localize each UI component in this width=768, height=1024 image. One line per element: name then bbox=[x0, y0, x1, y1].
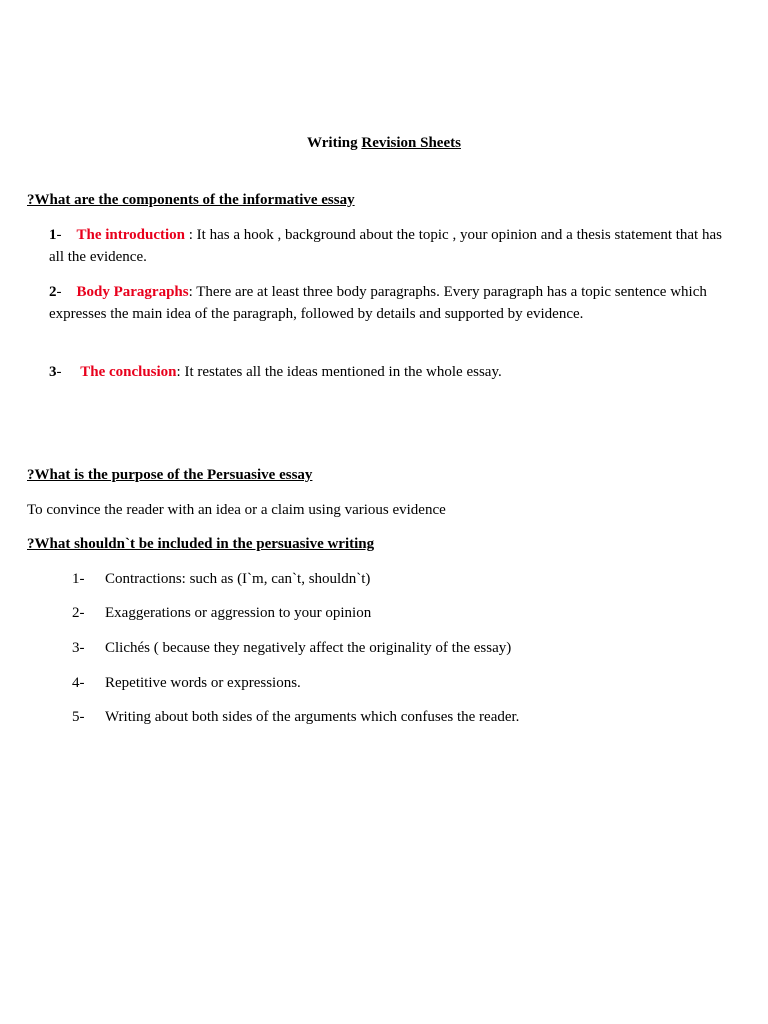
component-term: Body Paragraphs bbox=[76, 284, 189, 300]
component-dash: - bbox=[56, 284, 62, 300]
section1-heading: ?What are the components of the informative essay bbox=[27, 192, 355, 208]
page-title bbox=[0, 133, 768, 153]
component-separator: : bbox=[185, 227, 193, 243]
list-item bbox=[72, 673, 301, 693]
component-term: The introduction bbox=[76, 227, 185, 243]
component-item-body-paragraphs bbox=[49, 281, 739, 325]
list-item-number: 5- bbox=[72, 709, 85, 725]
title-word-writing: Writing bbox=[307, 135, 362, 151]
section2-text: To convince the reader with an idea or a claim using various evidence bbox=[27, 502, 446, 518]
component-number: 1 bbox=[49, 227, 57, 243]
list-item-text: Clichés ( because they negatively affect the originality of the essay) bbox=[105, 640, 512, 656]
component-text: It has a hook , background about the topic , your opinion and a thesis statement that has all the evidence. bbox=[49, 227, 722, 265]
component-item-conclusion bbox=[49, 361, 739, 383]
component-text: There are at least three body paragraphs. Every paragraph has a topic sentence which expresses the main idea of the paragraph, followed by details and supported by evidence. bbox=[49, 284, 707, 322]
component-separator: : bbox=[176, 364, 181, 380]
list-item-number: 4- bbox=[72, 675, 85, 691]
list-item bbox=[72, 569, 370, 589]
component-item-introduction bbox=[49, 224, 739, 268]
list-item-number: 2- bbox=[72, 605, 85, 621]
list-item bbox=[72, 603, 371, 623]
component-dash: - bbox=[56, 227, 62, 243]
section2-heading: ?What is the purpose of the Persuasive essay bbox=[27, 467, 313, 483]
component-text: It restates all the ideas mentioned in the whole essay. bbox=[180, 364, 502, 380]
list-item-text: Exaggerations or aggression to your opinion bbox=[105, 605, 372, 621]
list-item bbox=[72, 638, 511, 658]
title-revision-sheets: Revision Sheets bbox=[361, 135, 461, 151]
component-dash: - bbox=[56, 364, 62, 380]
list-item-number: 1- bbox=[72, 571, 85, 587]
component-number: 3 bbox=[49, 364, 57, 380]
list-item-text: Contractions: such as (I`m, can`t, shouldn`t) bbox=[105, 571, 371, 587]
section3-heading: ?What shouldn`t be included in the persuasive writing bbox=[27, 536, 375, 552]
component-term: The conclusion bbox=[80, 364, 177, 380]
list-item bbox=[72, 707, 519, 727]
component-separator: : bbox=[188, 284, 193, 300]
component-number: 2 bbox=[49, 284, 57, 300]
list-item-number: 3- bbox=[72, 640, 85, 656]
list-item-text: Repetitive words or expressions. bbox=[105, 675, 301, 691]
list-item-text: Writing about both sides of the arguments which confuses the reader. bbox=[105, 709, 520, 725]
